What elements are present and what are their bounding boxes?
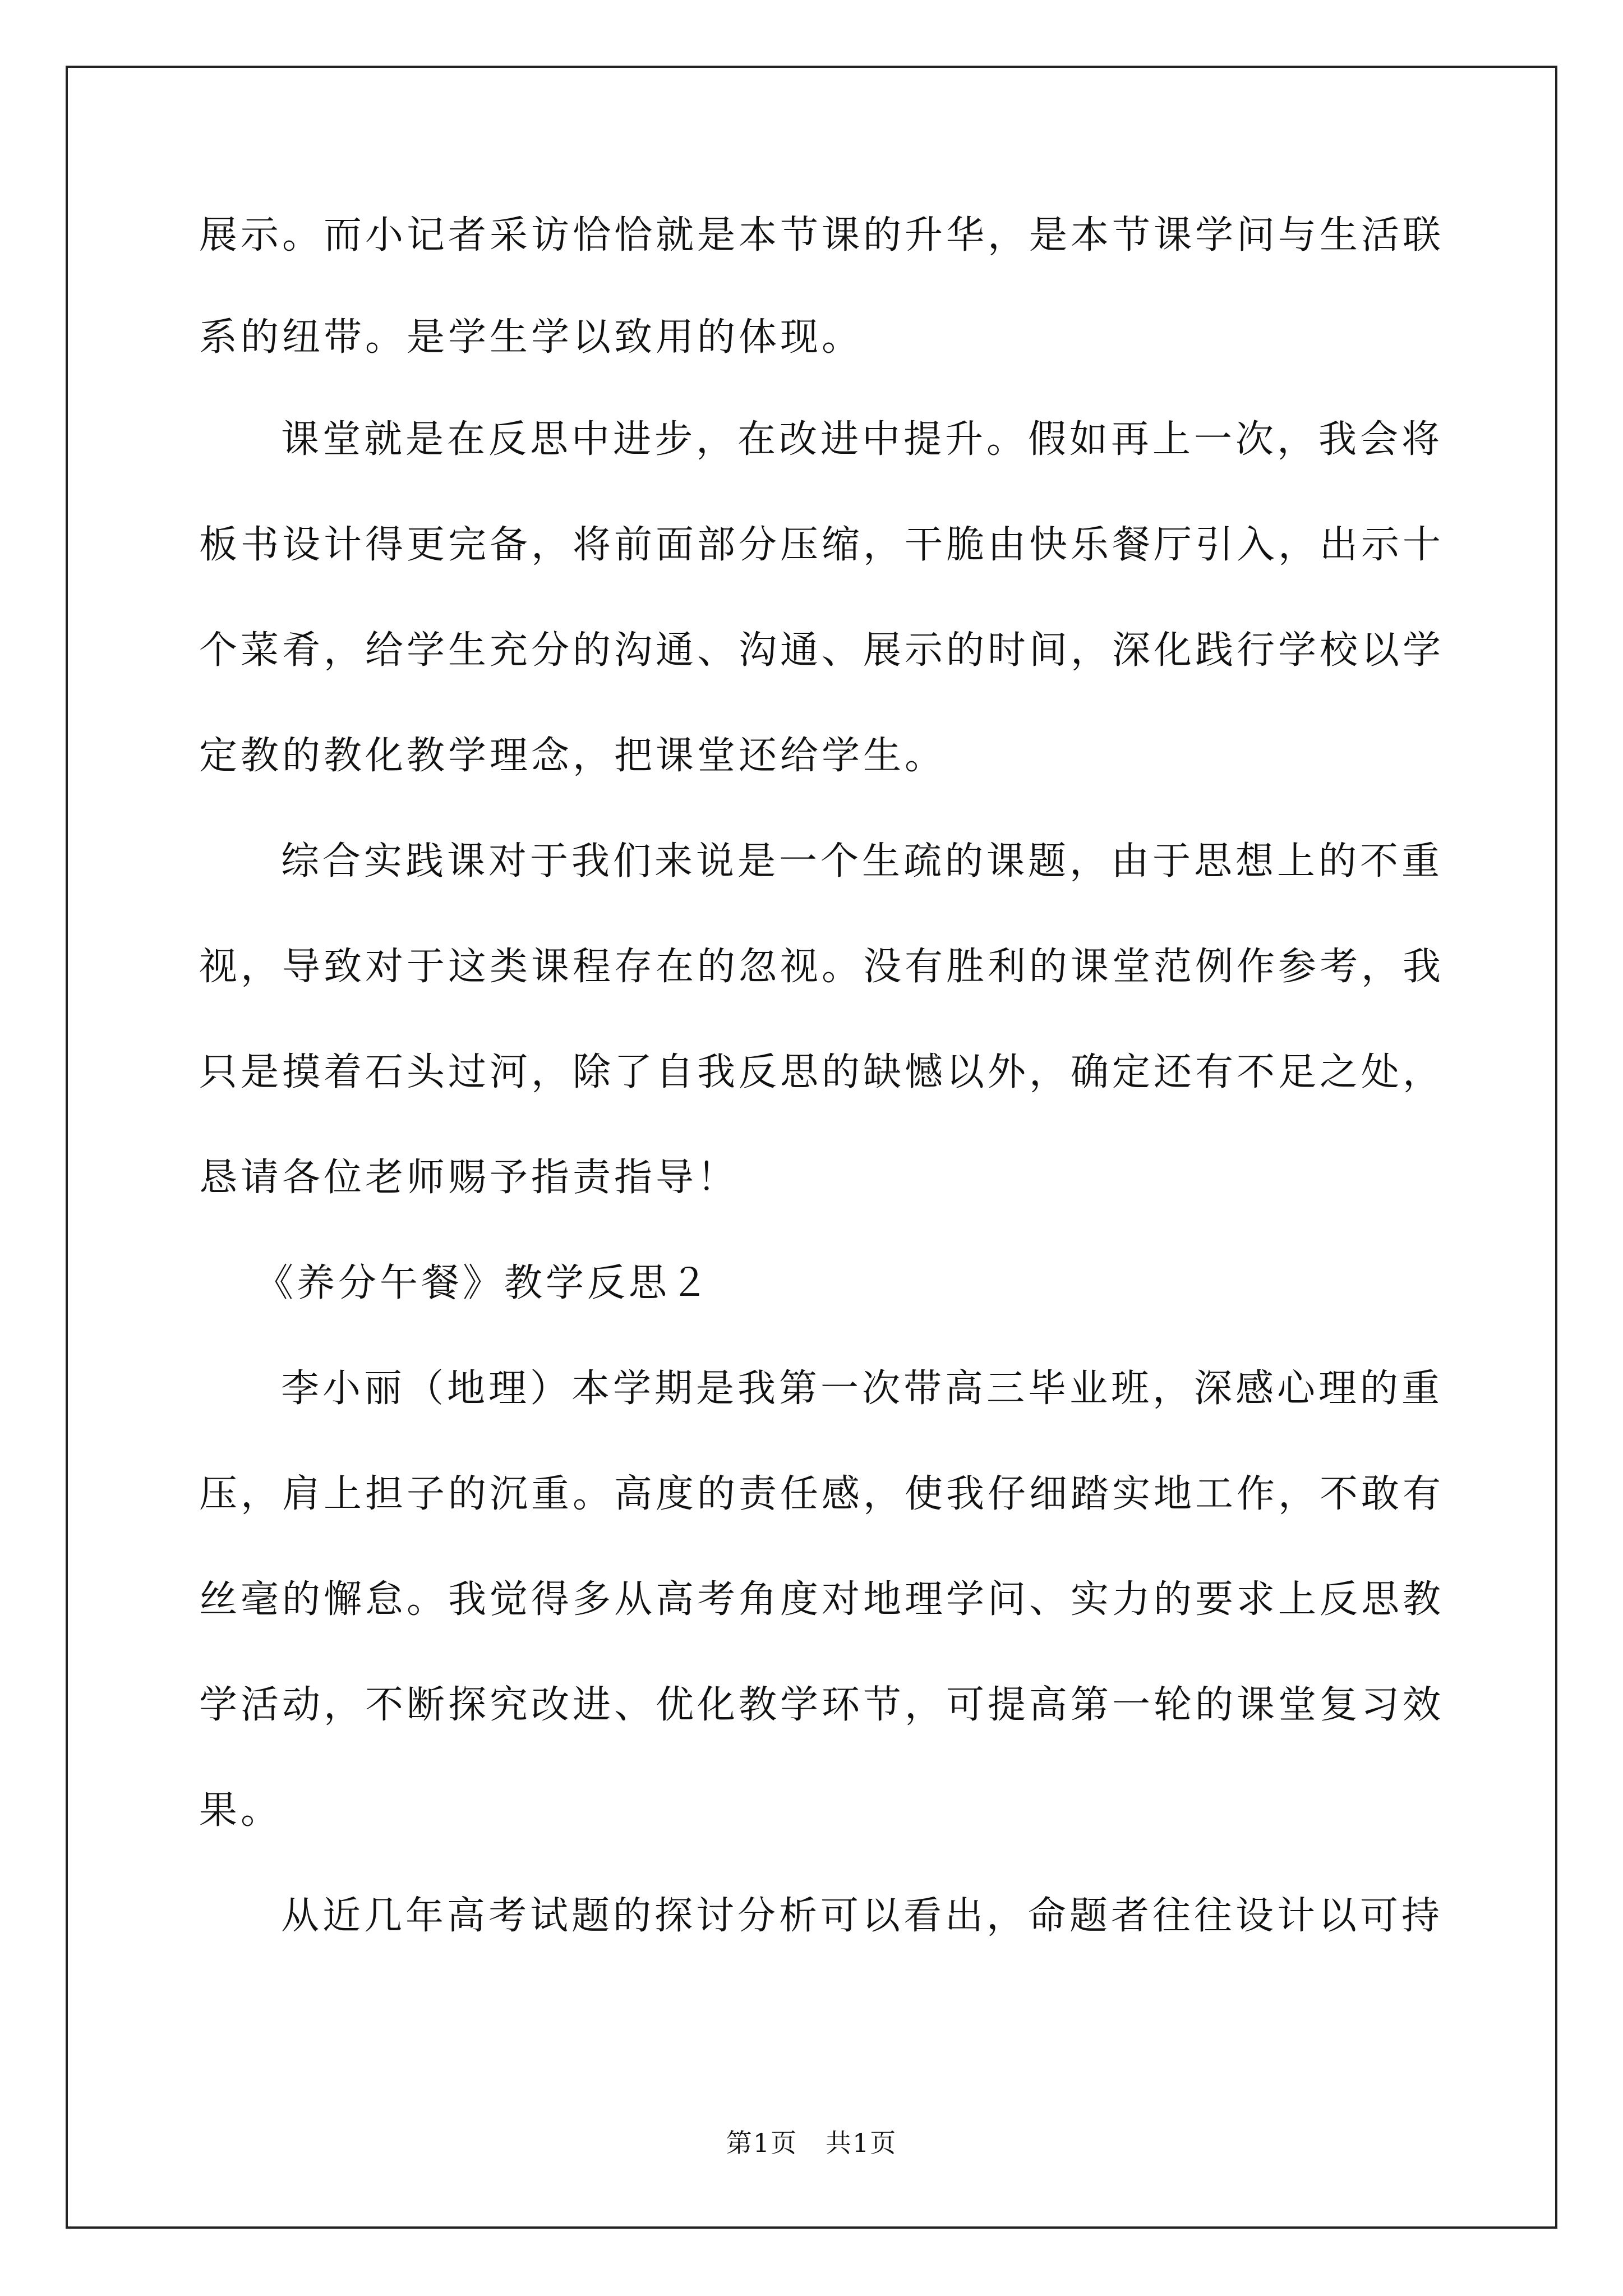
text-line: 视，导致对于这类课程存在的忽视。没有胜利的课堂范例作参考，我 [199, 945, 1445, 989]
text-line: 展示。而小记者采访恰恰就是本节课的升华，是本节课学问与生活联 [199, 213, 1445, 257]
text-line: 课堂就是在反思中进步，在改进中提升。假如再上一次，我会将 [281, 417, 1444, 462]
text-line: 李小丽（地理）本学期是我第一次带高三毕业班，深感心理的重 [281, 1366, 1444, 1411]
document-body [199, 208, 1445, 1944]
page-number: 第1页 [726, 2128, 797, 2158]
paragraph [199, 834, 1445, 1206]
paragraph [199, 1888, 1444, 1944]
text-line: 学活动，不断探究改进、优化教学环节，可提高第一轮的课堂复习效 [199, 1683, 1445, 1727]
text-line: 板书设计得更完备，将前面部分压缩，干脆由快乐餐厅引入，出示十 [199, 523, 1445, 567]
text-line: 个菜肴，给学生充分的沟通、沟通、展示的时间，深化践行学校以学 [199, 628, 1445, 673]
paragraph [199, 412, 1445, 784]
paragraph [199, 208, 1445, 366]
text-line: 恳请各位老师赐予指责指导！ [199, 1156, 739, 1200]
page-footer [0, 2126, 1623, 2160]
text-line: 定教的教化教学理念，把课堂还给学生。 [199, 734, 947, 778]
paragraph [199, 1361, 1445, 1839]
text-line: 系的纽带。是学生学以致用的体现。 [199, 315, 864, 360]
heading-text: 《养分午餐》教学反思２ [255, 1261, 712, 1305]
text-line: 丝毫的懈怠。我觉得多从高考角度对地理学问、实力的要求上反思教 [199, 1577, 1445, 1622]
page-total: 共1页 [826, 2128, 897, 2158]
text-line: 只是摸着石头过河，除了自我反思的缺憾以外，确定还有不足之处， [199, 1050, 1445, 1094]
section-heading [199, 1255, 1427, 1312]
text-line: 综合实践课对于我们来说是一个生疏的课题，由于思想上的不重 [281, 839, 1444, 884]
text-line: 从近几年高考试题的探讨分析可以看出，命题者往往设计以可持 [281, 1894, 1444, 1938]
text-line: 压，肩上担子的沉重。高度的责任感，使我仔细踏实地工作，不敢有 [199, 1472, 1445, 1516]
text-line: 果。 [199, 1788, 283, 1833]
